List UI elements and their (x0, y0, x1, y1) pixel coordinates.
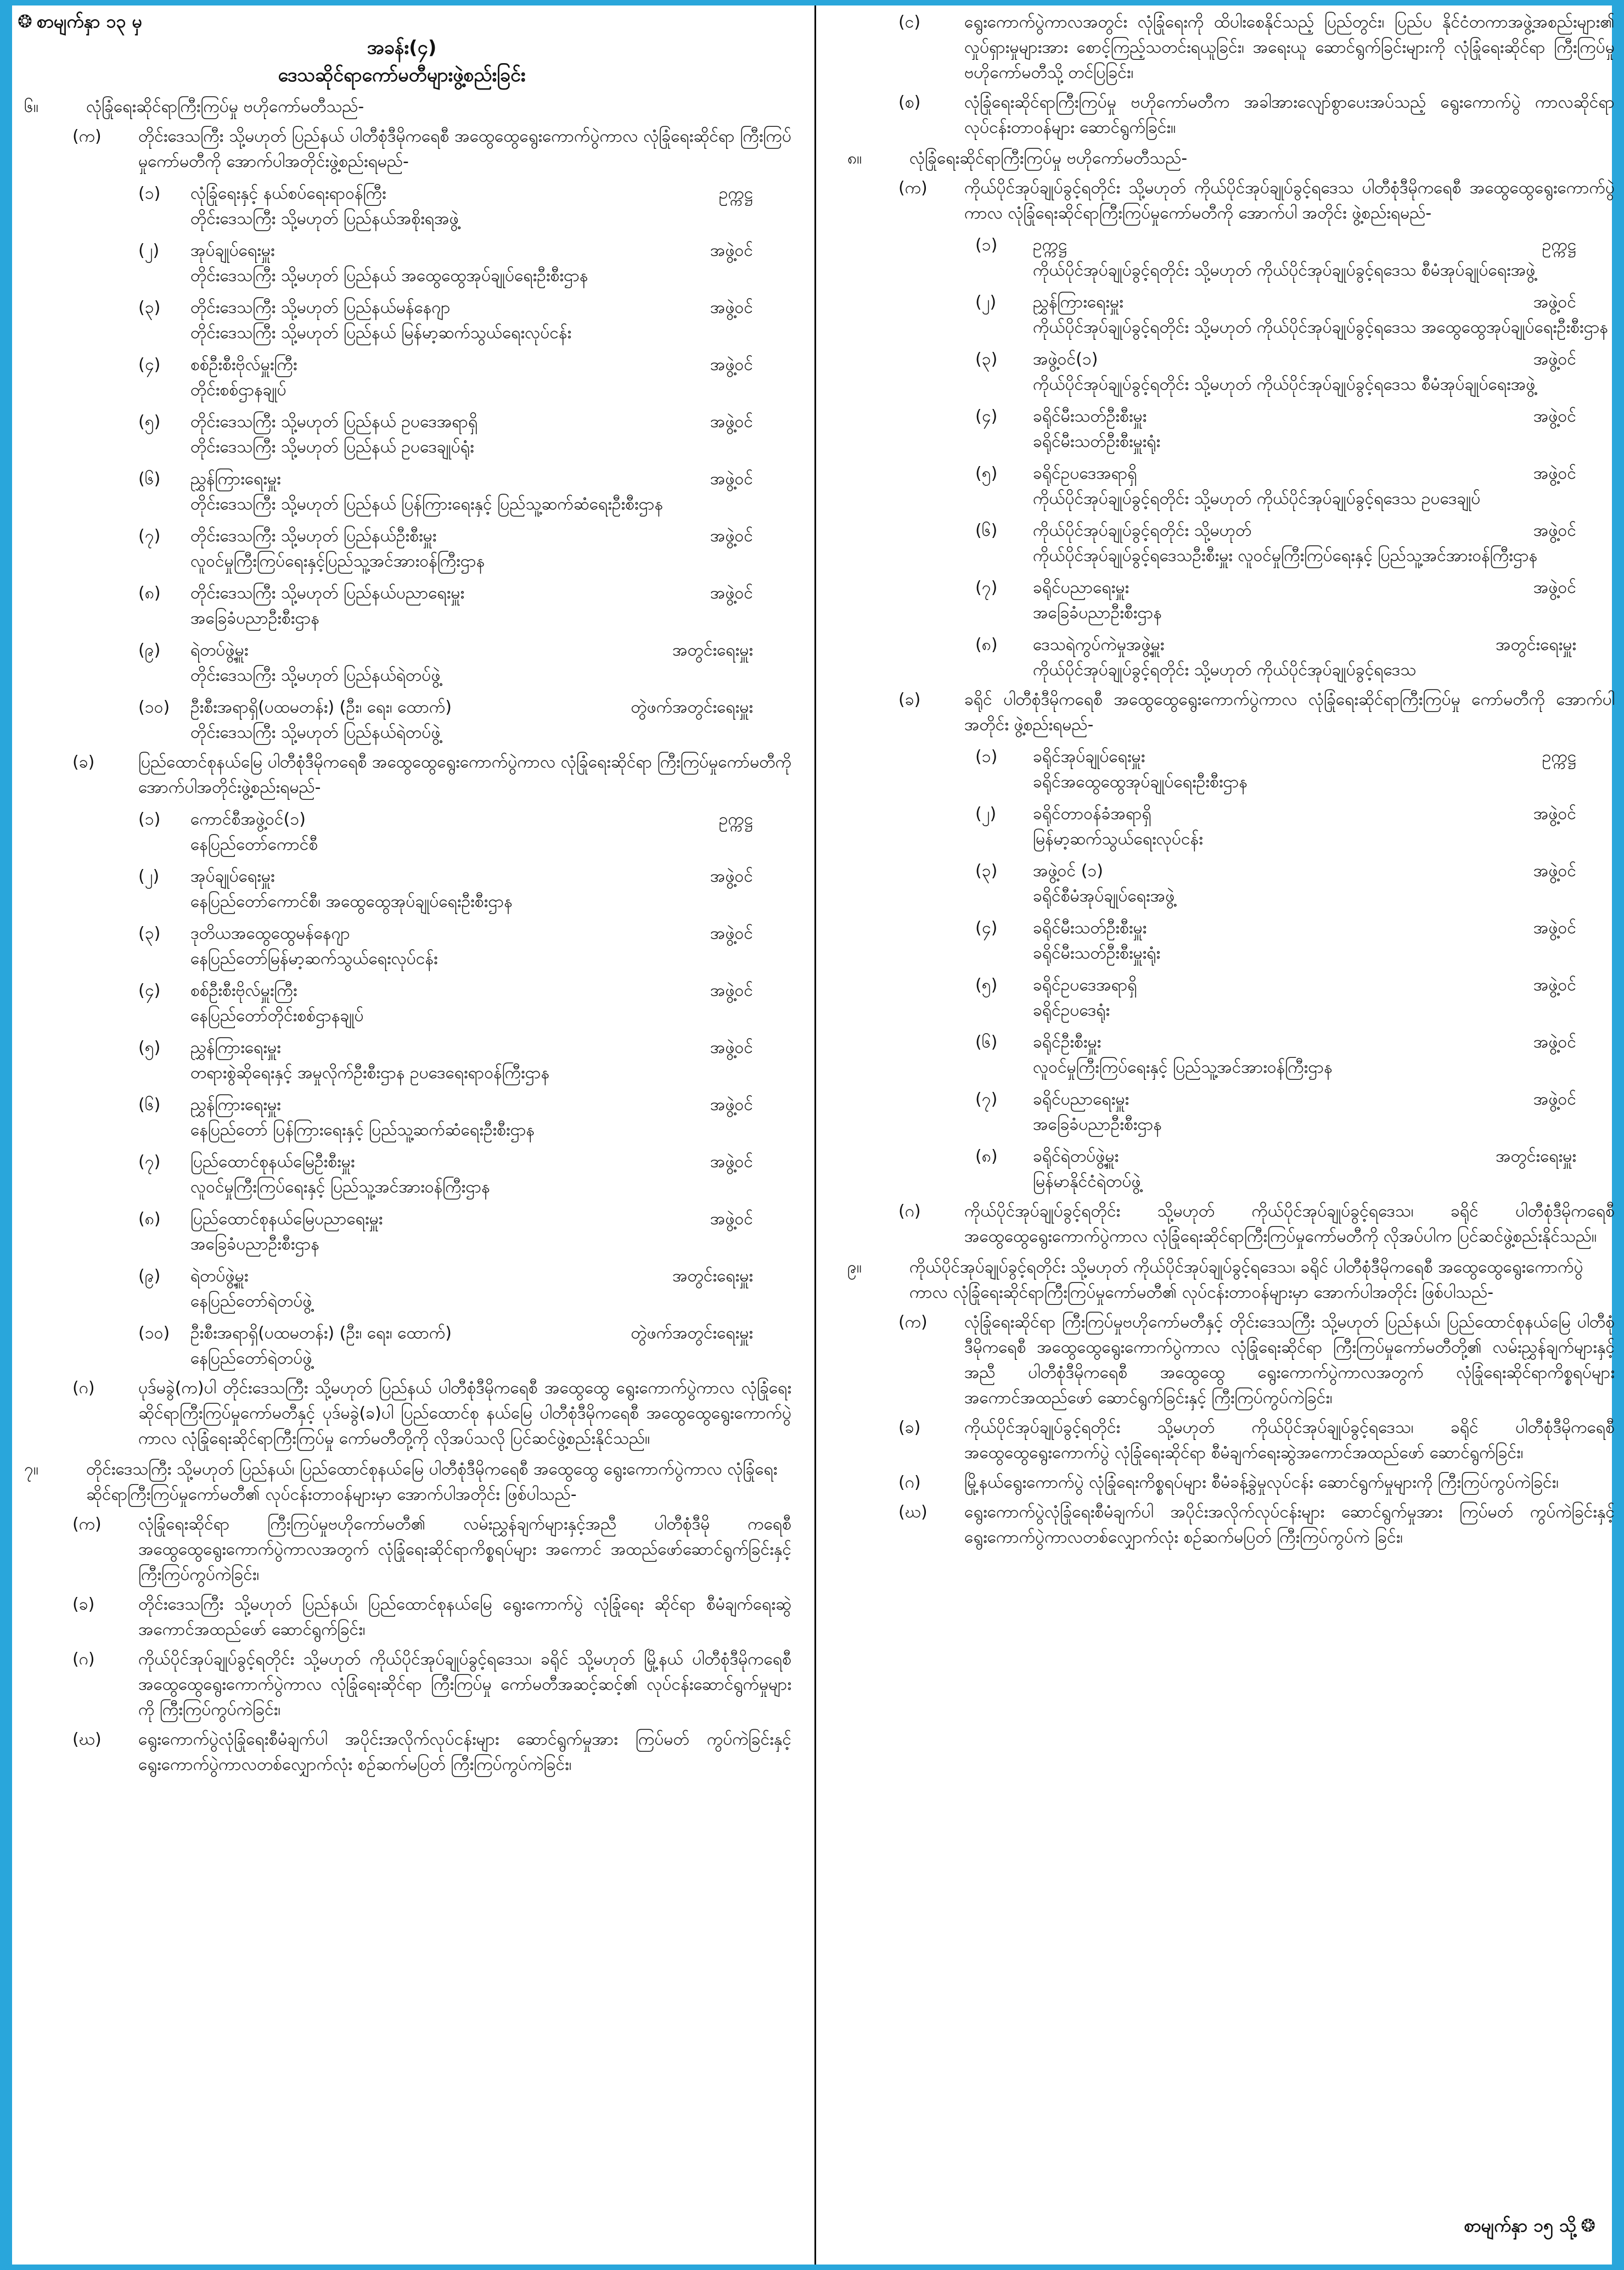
member-number: (၇) (138, 1152, 161, 1172)
member-number: (၆) (138, 469, 161, 489)
paragraph-number: ၇။ (24, 1460, 38, 1479)
member-item (12, 1092, 791, 1143)
clause (835, 10, 1615, 86)
member-detail: ခရိုင်ဥပဒေရုံး (1033, 1001, 1110, 1020)
flower-ornament-icon: ❂ (1581, 2215, 1595, 2236)
member-number: (၅) (138, 1038, 161, 1057)
member-item (835, 632, 1615, 683)
member-detail: ခရိုင်မီးသတ်ဦးစီးမှူးရုံး (1033, 944, 1161, 963)
member-title: ရဲတပ်ဖွဲ့မှူး (190, 641, 249, 660)
member-number: (၃) (975, 861, 998, 881)
member-title: ညွှန်ကြားရေးမှူး (190, 469, 281, 489)
member-detail: နေပြည်တော်ရဲတပ်ဖွဲ့ (190, 1292, 312, 1311)
clause-label: (င) (898, 13, 921, 32)
flower-ornament-icon: ❂ (18, 11, 32, 32)
member-detail: အခြေခံပညာဦးစီးဌာန (190, 1235, 319, 1254)
member-title: ဒေသရဲကွပ်ကဲမှုအဖွဲ့မှူး (1033, 635, 1165, 654)
member-detail: အခြေခံပညာဦးစီးဌာန (190, 609, 319, 628)
member-number: (၅) (975, 464, 998, 483)
member-title: ခရိုင်ဥပဒေအရာရှိ (1033, 464, 1137, 483)
subsection-kha (835, 687, 1615, 738)
clause-text: မြို့နယ်ရွေးကောက်ပွဲ လုံခြုံရေးကိစ္စရပ်များ စီမံခန့်ခွဲမှုလုပ်ငန်း ဆောင်ရွက်မှုများကို ကြီးကြပ်ကွပ်ကဲခြင်း၊ (964, 1473, 1559, 1492)
member-item (12, 238, 791, 289)
subsection-list (835, 1310, 1615, 1550)
member-title: လုံခြုံရေးနှင့် နယ်စပ်ရေးရာဝန်ကြီး (190, 184, 386, 203)
member-detail: တိုင်းဒေသကြီး သို့မဟုတ် ပြည်နယ်ရဲတပ်ဖွဲ့ (190, 666, 441, 685)
member-detail: ကိုယ်ပိုင်အုပ်ချုပ်ခွင့်ရတိုင်း သို့မဟုတ် ကိုယ်ပိုင်အုပ်ချုပ်ခွင့်ရဒေသ စီမံအုပ်ချုပ်ရေးအဖွဲ့ (1033, 375, 1536, 394)
member-number: (၄) (975, 918, 998, 938)
member-title: စစ်ဦးစီးဗိုလ်မှူးကြီး (190, 981, 297, 1000)
clause (835, 1470, 1615, 1495)
paragraph-text: လုံခြုံရေးဆိုင်ရာကြီးကြပ်မှု ဗဟိုကော်မတီသည်- (86, 97, 364, 116)
member-item (12, 352, 791, 403)
subsection-ka (12, 124, 791, 175)
clause-label: (က) (72, 1515, 102, 1534)
member-number: (၄) (138, 981, 161, 1000)
member-number: (၇) (138, 526, 161, 546)
member-item (835, 575, 1615, 626)
subsection-label: (က) (898, 178, 928, 198)
member-detail: တိုင်းဒေသကြီး သို့မဟုတ် ပြည်နယ်ရဲတပ်ဖွဲ့ (190, 723, 441, 742)
member-title: ခရိုင်မီးသတ်ဦးစီးမှူး (1033, 407, 1147, 426)
member-role: အဖွဲ့ဝင် (710, 981, 753, 1000)
member-role: အဖွဲ့ဝင် (1533, 350, 1576, 369)
member-detail: နေပြည်တော်ကောင်စီ (190, 835, 318, 854)
member-detail: တိုင်းဒေသကြီး သို့မဟုတ် ပြည်နယ် ဥပဒေချုပ်ရုံး (190, 438, 474, 457)
clause-text: တိုင်းဒေသကြီး သို့မဟုတ် ပြည်နယ်၊ ပြည်ထောင်စုနယ်မြေ ရွေးကောက်ပွဲ လုံခြုံရေး ဆိုင်ရာ စီမံချက်ရေးဆွဲအကောင်အထည်ဖော် ဆောင်ရွက်ခြင်း၊ (138, 1595, 791, 1639)
member-role: အဖွဲ့ဝင် (710, 1152, 753, 1172)
subsection-list (12, 1512, 791, 1778)
member-detail: တိုင်းဒေသကြီး သို့မဟုတ် ပြည်နယ် မြန်မာ့ဆက်သွယ်ရေးလုပ်ငန်း (190, 323, 572, 343)
member-title: ညွှန်ကြားရေးမှူး (190, 1095, 281, 1114)
clause (835, 1310, 1615, 1411)
member-role: အတွင်းရေးမှူး (1496, 1147, 1576, 1166)
member-title: ဥက္ကဋ္ဌ (1033, 236, 1067, 255)
member-detail: တိုင်းဒေသကြီး သို့မဟုတ် ပြည်နယ်အစိုးရအဖွဲ့ (190, 209, 459, 228)
member-title: တိုင်းဒေသကြီး သို့မဟုတ် ပြည်နယ် ဥပဒေအရာရှိ (190, 412, 478, 431)
subsection-kha (12, 750, 791, 800)
member-item (835, 290, 1615, 340)
member-number: (၁) (138, 810, 161, 829)
member-title: ခရိုင်အုပ်ချုပ်ရေးမှူး (1033, 747, 1145, 766)
member-title: ရဲတပ်ဖွဲ့မှူး (190, 1266, 249, 1286)
member-number: (၅) (975, 976, 998, 995)
member-detail: တိုင်းစစ်ဌာနချုပ် (190, 380, 286, 400)
member-detail: နေပြည်တော်တိုင်းစစ်ဌာနချုပ် (190, 1006, 364, 1025)
member-item (12, 1264, 791, 1314)
member-role: အဖွဲ့ဝင် (710, 867, 753, 886)
member-detail: အခြေခံပညာဦးစီးဌာန (1033, 603, 1162, 623)
member-role: အဖွဲ့ဝင် (1533, 407, 1576, 426)
member-role: အတွင်းရေးမှူး (672, 1266, 753, 1286)
member-number: (၆) (138, 1095, 161, 1114)
subsection-label: (ခ) (72, 753, 95, 772)
clause-label: (ခ) (72, 1595, 95, 1614)
member-list (835, 233, 1615, 683)
clause (12, 1512, 791, 1588)
paragraph-number: ၉။ (847, 1258, 862, 1277)
member-title: အုပ်ချုပ်ရေးမှူး (190, 241, 275, 260)
member-detail: တရားစွဲဆိုရေးနှင့် အမှုလိုက်ဦးစီးဌာန ဥပဒေရေးရာဝန်ကြီးဌာန (190, 1063, 550, 1083)
member-role: အဖွဲ့ဝင် (710, 412, 753, 431)
member-item (12, 295, 791, 346)
member-item (835, 1144, 1615, 1195)
member-title: တိုင်းဒေသကြီး သို့မဟုတ် ပြည်နယ်ဦးစီးမှူး (190, 526, 437, 546)
member-item (12, 1207, 791, 1257)
member-role: အဖွဲ့ဝင် (1533, 861, 1576, 881)
member-detail: မြန်မာ့ဆက်သွယ်ရေးလုပ်ငန်း (1033, 829, 1203, 849)
member-detail: နေပြည်တော်မြန်မာ့ဆက်သွယ်ရေးလုပ်ငန်း (190, 949, 438, 968)
member-detail: ကိုယ်ပိုင်အုပ်ချုပ်ခွင့်ရတိုင်း သို့မဟုတ် ကိုယ်ပိုင်အုပ်ချုပ်ခွင့်ရဒေသ (1033, 660, 1417, 680)
clause-label: (ခ) (898, 1418, 921, 1437)
member-number: (၄) (975, 407, 998, 426)
member-role: အဖွဲ့ဝင် (710, 1038, 753, 1057)
clause-label: (က) (898, 1313, 928, 1332)
member-number: (၈) (975, 635, 998, 654)
subsection-ga (835, 1199, 1615, 1249)
column-divider (814, 5, 816, 2265)
member-number: (၂) (975, 804, 997, 823)
member-number: (၈) (138, 1209, 161, 1229)
member-title: ခရိုင်ပညာရေးမှူး (1033, 578, 1130, 597)
member-number: (၉) (138, 1266, 161, 1286)
member-role: တွဲဖက်အတွင်းရေးမှူး (631, 698, 753, 717)
newspaper-page (12, 5, 1615, 2265)
member-role: အဖွဲ့ဝင် (710, 298, 753, 317)
member-role: ဥက္ကဋ္ဌ (718, 810, 753, 829)
subsection-ka (835, 176, 1615, 226)
member-title: စစ်ဦးစီးဗိုလ်မှူးကြီး (190, 355, 297, 374)
member-title: တိုင်းဒေသကြီး သို့မဟုတ် ပြည်နယ်ပညာရေးမှူး (190, 584, 465, 603)
subsection-label: (ဂ) (72, 1378, 95, 1398)
clause-text: လုံခြုံရေးဆိုင်ရာ ကြီးကြပ်မှုဗဟိုကော်မတီ၏ လမ်းညွှန်ချက်များနှင့်အညီ ပါတီစုံဒီမို ကရေစီ အထွေထွေရွေးကောက်ပွဲကာလအတွက် လုံခြုံရေးဆိုင်ရာကိစ္စရပ်များ အကောင် အထည်ဖော်ဆောင်ရွက်ခြင်းနှင့် ကြီးကြပ်ကွပ်ကဲခြင်း၊ (138, 1515, 791, 1584)
member-title: ခရိုင်ရဲတပ်ဖွဲ့မှူး (1033, 1147, 1119, 1166)
clause-label: (ဂ) (72, 1650, 95, 1669)
member-item (835, 1087, 1615, 1137)
clause-label: (စ) (898, 93, 921, 112)
clause-text: လုံခြုံရေးဆိုင်ရာကြီးကြပ်မှု ဗဟိုကော်မတီက အခါအားလျော်စွာပေးအပ်သည့် ရွေးကောက်ပွဲ ကာလဆိုင်ရာ လုပ်ငန်းတာဝန်များ ဆောင်ရွက်ခြင်း။ (964, 93, 1615, 137)
member-number: (၁) (138, 184, 161, 203)
member-title: အဖွဲ့ဝင် (၁) (1033, 861, 1103, 881)
member-item (835, 916, 1615, 966)
paragraph-9 (835, 1255, 1615, 1305)
member-role: အဖွဲ့ဝင် (710, 924, 753, 943)
clause (835, 90, 1615, 141)
clause-label: (ဂ) (898, 1473, 921, 1492)
member-role: အဖွဲ့ဝင် (710, 469, 753, 489)
member-detail: အခြေခံပညာဦးစီးဌာန (1033, 1115, 1162, 1134)
member-item (835, 347, 1615, 397)
member-role: အဖွဲ့ဝင် (1533, 293, 1576, 312)
subsection-text: ပုဒ်မခွဲ(က)ပါ တိုင်းဒေသကြီး သို့မဟုတ် ပြည်နယ် ပါတီစုံဒီမိုကရေစီ အထွေထွေ ရွေးကောက်ပွဲကာလ လုံခြုံရေးဆိုင်ရာကြီးကြပ်မှုကော်မတီနှင့် ပုဒ်မခွဲ(ခ)ပါ ပြည်ထောင်စု နယ်မြေ ပါတီစုံဒီမိုကရေစီ အထွေထွေရွေးကောက်ပွဲကာလ လုံခြုံရေးဆိုင်ရာကြီးကြပ်မှု ကော်မတီတို့ကို လိုအပ်သလို ပြင်ဆင်ဖွဲ့စည်းနိုင်သည်။ (138, 1378, 791, 1448)
paragraph-text: လုံခြုံရေးဆိုင်ရာကြီးကြပ်မှု ဗဟိုကော်မတီသည်- (909, 149, 1188, 168)
member-item (12, 807, 791, 857)
member-title: ညွှန်ကြားရေးမှူး (1033, 293, 1123, 312)
subsection-text: ခရိုင် ပါတီစုံဒီမိုကရေစီ အထွေထွေရွေးကောက်ပွဲကာလ လုံခြုံရေးဆိုင်ရာကြီးကြပ်မှု ကော်မတီကို အောက်ပါအတိုင်း ဖွဲ့စည်းရမည်- (964, 690, 1615, 735)
member-role: အဖွဲ့ဝင် (1533, 1033, 1576, 1052)
subsection-ga (12, 1376, 791, 1451)
member-role: အဖွဲ့ဝင် (1533, 464, 1576, 483)
clause-text: ရွေးကောက်ပွဲကာလအတွင်း လုံခြုံရေးကို ထိပါးစေနိုင်သည့် ပြည်တွင်း၊ ပြည်ပ နိုင်ငံတကာအဖွဲ့အစည်းများ၏ လှုပ်ရှားမှုများအား စောင့်ကြည့်သတင်းရယူခြင်း၊ အရေးယူ ဆောင်ရွက်ခြင်းများကို လုံခြုံရေးဆိုင်ရာ ကြီးကြပ်မှုဗဟိုကော်မတီသို့ တင်ပြခြင်း၊ (964, 13, 1615, 82)
member-item (12, 581, 791, 631)
member-detail: နေပြည်တော်ကောင်စီ၊ အထွေထွေအုပ်ချုပ်ရေးဦးစီးဌာန (190, 892, 513, 911)
member-detail: ကိုယ်ပိုင်အုပ်ချုပ်ခွင့်ရတိုင်း သို့မဟုတ် ကိုယ်ပိုင်အုပ်ချုပ်ခွင့်ရဒေသ အထွေထွေအုပ်ချုပ်ရေးဦးစီးဌာန (1033, 318, 1609, 337)
chapter-title: ဒေသဆိုင်ရာကော်မတီများဖွဲ့စည်းခြင်း (278, 64, 526, 86)
member-role: အဖွဲ့ဝင် (710, 241, 753, 260)
member-item (12, 1035, 791, 1086)
member-item (835, 518, 1615, 569)
member-title: ခရိုင်ပညာရေးမှူး (1033, 1090, 1130, 1109)
member-detail: ခရိုင်မီးသတ်ဦးစီးမှူးရုံး (1033, 432, 1161, 451)
subsection-text: တိုင်းဒေသကြီး သို့မဟုတ် ပြည်နယ် ပါတီစုံဒီမိုကရေစီ အထွေထွေရွေးကောက်ပွဲကာလ လုံခြုံရေးဆိုင်ရာ ကြီးကြပ်မှုကော်မတီကို အောက်ပါအတိုင်းဖွဲ့စည်းရမည်- (138, 127, 791, 171)
clause-text: ကိုယ်ပိုင်အုပ်ချုပ်ခွင့်ရတိုင်း သို့မဟုတ် ကိုယ်ပိုင်အုပ်ချုပ်ခွင့်ရဒေသ၊ ခရိုင် ပါတီစုံဒီမိုကရေစီ အထွေထွေရွေးကောက်ပွဲ လုံခြုံရေးဆိုင်ရာ စီမံချက်ရေးဆွဲအကောင်အထည်ဖော် ဆောင်ရွက်ခြင်း၊ (964, 1418, 1615, 1462)
paragraph-number: ၆။ (24, 97, 38, 116)
member-title: ဒုတိယအထွေထွေမန်နေဂျာ (190, 924, 350, 943)
member-detail: လူဝင်မှုကြီးကြပ်ရေးနှင့် ပြည်သူ့အင်အားဝန်ကြီးဌာန (1033, 1058, 1333, 1077)
member-detail: လူဝင်မှုကြီးကြပ်ရေးနှင့်ပြည်သူ့အင်အားဝန်ကြီးဌာန (190, 552, 485, 571)
member-item (12, 1150, 791, 1200)
member-title: ခရိုင်တာဝန်ခံအရာရှိ (1033, 804, 1151, 823)
member-number: (၉) (138, 641, 161, 660)
member-number: (၃) (975, 350, 998, 369)
member-item (12, 695, 791, 746)
member-role: ဥက္ကဋ္ဌ (1542, 236, 1576, 255)
clause-text: လုံခြုံရေးဆိုင်ရာ ကြီးကြပ်မှုဗဟိုကော်မတီနှင့် တိုင်းဒေသကြီး သို့မဟုတ် ပြည်နယ်၊ ပြည်ထောင်စုနယ်မြေ ပါတီစုံဒီမိုကရေစီ အထွေထွေရွေးကောက်ပွဲကာလ လုံခြုံရေးဆိုင်ရာ ကြီးကြပ်မှုကော်မတီတို့၏ လမ်းညွှန်ချက်များနှင့်အညီ ပါတီစုံဒီမိုကရေစီ အထွေထွေ ရွေးကောက်ပွဲကာလအတွက် လုံခြုံရေးဆိုင်ရာကိစ္စရပ်များ အကောင်အထည်ဖော် ဆောင်ရွက်ခြင်းနှင့် ကြီးကြပ်ကွပ်ကဲခြင်း၊ (964, 1313, 1615, 1408)
clause-label: (ဃ) (72, 1730, 102, 1749)
member-role: အဖွဲ့ဝင် (710, 355, 753, 374)
member-role: ဥက္ကဋ္ဌ (1542, 747, 1576, 766)
member-item (835, 233, 1615, 283)
subsection-text: ပြည်ထောင်စုနယ်မြေ ပါတီစုံဒီမိုကရေစီ အထွေထွေရွေးကောက်ပွဲကာလ လုံခြုံရေးဆိုင်ရာ ကြီးကြပ်မှုကော်မတီကို အောက်ပါအတိုင်းဖွဲ့စည်းရမည်- (138, 753, 791, 797)
member-item (835, 404, 1615, 455)
clause (12, 1727, 791, 1778)
member-title: ဦးစီးအရာရှိ(ပထမတန်း) (ဦး၊ ရေး၊ ထောက်) (190, 1324, 452, 1343)
member-role: အဖွဲ့ဝင် (1533, 804, 1576, 823)
member-role: အဖွဲ့ဝင် (710, 1095, 753, 1114)
member-number: (၁) (975, 236, 998, 255)
member-detail: နေပြည်တော်ရဲတပ်ဖွဲ့ (190, 1349, 312, 1368)
paragraph-number: ၈။ (847, 149, 862, 168)
member-item (835, 1030, 1615, 1080)
clause (835, 1415, 1615, 1466)
member-detail: ကိုယ်ပိုင်အုပ်ချုပ်ခွင့်ရတိုင်း သို့မဟုတ် ကိုယ်ပိုင်အုပ်ချုပ်ခွင့်ရဒေသ စီမံအုပ်ချုပ်ရေးအဖွဲ့ (1033, 261, 1536, 280)
member-number: (၇) (975, 1090, 998, 1109)
member-item (12, 1321, 791, 1371)
paragraph-8 (835, 146, 1615, 171)
member-role: အတွင်းရေးမှူး (672, 641, 753, 660)
member-item (835, 973, 1615, 1023)
member-title: ခရိုင်မီးသတ်ဦးစီးမှူး (1033, 918, 1147, 938)
member-number: (၂) (975, 293, 997, 312)
member-number: (၅) (138, 412, 161, 431)
member-number: (၈) (975, 1147, 998, 1166)
subsection-text: ကိုယ်ပိုင်အုပ်ချုပ်ခွင့်ရတိုင်း သို့မဟုတ် ကိုယ်ပိုင်အုပ်ချုပ်ခွင့်ရဒေသ၊ ခရိုင် ပါတီစုံဒီမိုကရေစီ အထွေထွေရွေးကောက်ပွဲကာလ လုံခြုံရေးဆိုင်ရာကြီးကြပ်မှုကော်မတီကို လိုအပ်ပါက ပြင်ဆင်ဖွဲ့စည်းနိုင်သည်။ (964, 1202, 1615, 1246)
member-detail: တိုင်းဒေသကြီး သို့မဟုတ် ပြည်နယ် ပြန်ကြားရေးနှင့် ပြည်သူ့ဆက်ဆံရေးဦးစီးဌာန (190, 495, 664, 514)
member-role: အဖွဲ့ဝင် (1533, 578, 1576, 597)
member-role: အဖွဲ့ဝင် (710, 584, 753, 603)
right-column (835, 5, 1615, 2256)
member-item (835, 859, 1615, 909)
member-detail: ကိုယ်ပိုင်အုပ်ချုပ်ခွင့်ရဒေသဦးစီးမှူး လူဝင်မှုကြီးကြပ်ရေးနှင့် ပြည်သူ့အင်အားဝန်ကြီးဌာန (1033, 546, 1538, 565)
paragraph-6 (12, 94, 791, 120)
member-item (12, 978, 791, 1029)
subsection-label: (ခ) (898, 690, 921, 709)
member-item (835, 744, 1615, 795)
clause-label: (ဃ) (898, 1503, 928, 1522)
member-title: အုပ်ချုပ်ရေးမှူး (190, 867, 275, 886)
member-number: (၁၀) (138, 698, 170, 717)
member-item (12, 524, 791, 574)
member-title: ပြည်ထောင်စုနယ်မြေဦးစီးမှူး (190, 1152, 355, 1172)
member-title: ခရိုင်ဦးစီးမှူး (1033, 1033, 1102, 1052)
clause-text: ရွေးကောက်ပွဲလုံခြုံရေးစီမံချက်ပါ အပိုင်းအလိုက်လုပ်ငန်းများ ဆောင်ရွက်မှုအား ကြပ်မတ် ကွပ်ကဲခြင်းနှင့် ရွေးကောက်ပွဲကာလတစ်လျှောက်လုံး စဉ်ဆက်မပြတ် ကြီးကြပ်ကွပ်ကဲ ခြင်း၊ (964, 1503, 1615, 1547)
clause-text: ကိုယ်ပိုင်အုပ်ချုပ်ခွင့်ရတိုင်း သို့မဟုတ် ကိုယ်ပိုင်အုပ်ချုပ်ခွင့်ရဒေသ၊ ခရိုင် သို့မဟုတ် မြို့နယ် ပါတီစုံဒီမိုကရေစီ အထွေထွေရွေးကောက်ပွဲကာလ လုံခြုံရေးဆိုင်ရာ ကြီးကြပ်မှု ကော်မတီအဆင့်ဆင့်၏ လုပ်ငန်းဆောင်ရွက်မှုများကို ကြီးကြပ်ကွပ်ကဲခြင်း၊ (138, 1650, 791, 1719)
paragraph-7 (12, 1457, 791, 1507)
subsection-list (835, 10, 1615, 141)
member-role: အဖွဲ့ဝင် (1533, 1090, 1576, 1109)
member-item (12, 864, 791, 915)
member-detail: ခရိုင်စီမံအုပ်ချုပ်ရေးအဖွဲ့ (1033, 887, 1175, 906)
member-number: (၃) (138, 924, 161, 943)
member-role: အဖွဲ့ဝင် (1533, 521, 1576, 540)
subsection-label: (ဂ) (898, 1202, 921, 1221)
member-detail: ခရိုင်အထွေထွေအုပ်ချုပ်ရေးဦးစီးဌာန (1033, 772, 1247, 792)
continued-from-label: ❂ စာမျက်နှာ ၁၃ မှ (12, 9, 791, 34)
member-role: အဖွဲ့ဝင် (710, 1209, 753, 1229)
member-role: အဖွဲ့ဝင် (710, 526, 753, 546)
paragraph-text: ကိုယ်ပိုင်အုပ်ချုပ်ခွင့်ရတိုင်း သို့မဟုတ် ကိုယ်ပိုင်အုပ်ချုပ်ခွင့်ရဒေသ၊ ခရိုင် ပါတီစုံဒီမိုကရေစီ အထွေထွေရွေးကောက်ပွဲကာလ လုံခြုံရေးဆိုင်ရာကြီးကြပ်မှုကော်မတီ၏ လုပ်ငန်းတာဝန်များမှာ အောက်ပါအတိုင်း ဖြစ်ပါသည်- (909, 1258, 1583, 1302)
member-role: အတွင်းရေးမှူး (1496, 635, 1576, 654)
member-title: ပြည်ထောင်စုနယ်မြေပညာရေးမှူး (190, 1209, 383, 1229)
member-item (12, 467, 791, 517)
member-title: ညွှန်ကြားရေးမှူး (190, 1038, 281, 1057)
member-title: ခရိုင်ဥပဒေအရာရှိ (1033, 976, 1137, 995)
member-number: (၇) (975, 578, 998, 597)
member-role: တွဲဖက်အတွင်းရေးမှူး (631, 1324, 753, 1343)
member-number: (၄) (138, 355, 161, 374)
member-title: ကောင်စီအဖွဲ့ဝင်(၁) (190, 810, 306, 829)
member-item (835, 461, 1615, 512)
member-detail: တိုင်းဒေသကြီး သို့မဟုတ် ပြည်နယ် အထွေထွေအုပ်ချုပ်ရေးဦးစီးဌာန (190, 266, 588, 285)
member-number: (၆) (975, 1033, 998, 1052)
member-title: အဖွဲ့ဝင်(၁) (1033, 350, 1098, 369)
subsection-text: ကိုယ်ပိုင်အုပ်ချုပ်ခွင့်ရတိုင်း သို့မဟုတ် ကိုယ်ပိုင်အုပ်ချုပ်ခွင့်ရဒေသ ပါတီစုံဒီမိုကရေစီ အထွေထွေရွေးကောက်ပွဲကာလ လုံခြုံရေးဆိုင်ရာကြီးကြပ်မှုကော်မတီကို အောက်ပါ အတိုင်း ဖွဲ့စည်းရမည်- (964, 178, 1615, 223)
member-title: တိုင်းဒေသကြီး သို့မဟုတ် ပြည်နယ်မန်နေဂျာ (190, 298, 451, 317)
member-detail: လူဝင်မှုကြီးကြပ်ရေးနှင့် ပြည်သူ့အင်အားဝန်ကြီးဌာန (190, 1178, 490, 1197)
member-number: (၂) (138, 867, 160, 886)
left-column (12, 5, 791, 2256)
member-number: (၆) (975, 521, 998, 540)
member-role: အဖွဲ့ဝင် (1533, 918, 1576, 938)
member-detail: နေပြည်တော် ပြန်ကြားရေးနှင့် ပြည်သူ့ဆက်ဆံရေးဦးစီးဌာန (190, 1120, 535, 1140)
continued-to-label: စာမျက်နှာ ၁၅ သို့ ❂ (1464, 2215, 1595, 2236)
clause-text: ရွေးကောက်ပွဲလုံခြုံရေးစီမံချက်ပါ အပိုင်းအလိုက်လုပ်ငန်းများ ဆောင်ရွက်မှုအား ကြပ်မတ် ကွပ်ကဲခြင်းနှင့် ရွေးကောက်ပွဲကာလတစ်လျှောက်လုံး စဉ်ဆက်မပြတ် ကြီးကြပ်ကွပ်ကဲခြင်း၊ (138, 1730, 791, 1774)
member-number: (၈) (138, 584, 161, 603)
subsection-label: (က) (72, 127, 102, 146)
member-item (12, 638, 791, 688)
member-title: ကိုယ်ပိုင်အုပ်ချုပ်ခွင့်ရတိုင်း သို့မဟုတ် (1033, 521, 1252, 540)
member-list (12, 181, 791, 746)
member-item (12, 921, 791, 972)
member-detail: မြန်မာနိုင်ငံရဲတပ်ဖွဲ့ (1033, 1172, 1141, 1191)
member-number: (၁၀) (138, 1324, 170, 1343)
member-number: (၁) (975, 747, 998, 766)
member-item (12, 181, 791, 232)
member-role: အဖွဲ့ဝင် (1533, 976, 1576, 995)
member-detail: ကိုယ်ပိုင်အုပ်ချုပ်ခွင့်ရတိုင်း သို့မဟုတ် ကိုယ်ပိုင်အုပ်ချုပ်ခွင့်ရဒေသ ဥပဒေချုပ် (1033, 489, 1481, 508)
chapter-heading: အခန်း(၄) (367, 37, 437, 59)
clause (12, 1592, 791, 1643)
member-list (835, 744, 1615, 1195)
member-title: ဦးစီးအရာရှိ(ပထမတန်း) (ဦး၊ ရေး၊ ထောက်) (190, 698, 452, 717)
member-item (12, 410, 791, 460)
member-number: (၂) (138, 241, 160, 260)
member-number: (၃) (138, 298, 161, 317)
paragraph-text: တိုင်းဒေသကြီး သို့မဟုတ် ပြည်နယ်၊ ပြည်ထောင်စုနယ်မြေ ပါတီစုံဒီမိုကရေစီ အထွေထွေ ရွေးကောက်ပွဲကာလ လုံခြုံရေးဆိုင်ရာကြီးကြပ်မှုကော်မတီ၏ လုပ်ငန်းတာဝန်များမှာ အောက်ပါအတိုင်း ဖြစ်ပါသည်- (86, 1460, 778, 1504)
member-list (12, 807, 791, 1371)
member-role: ဥက္ကဋ္ဌ (718, 184, 753, 203)
clause (835, 1500, 1615, 1550)
member-item (835, 801, 1615, 852)
clause (12, 1647, 791, 1723)
